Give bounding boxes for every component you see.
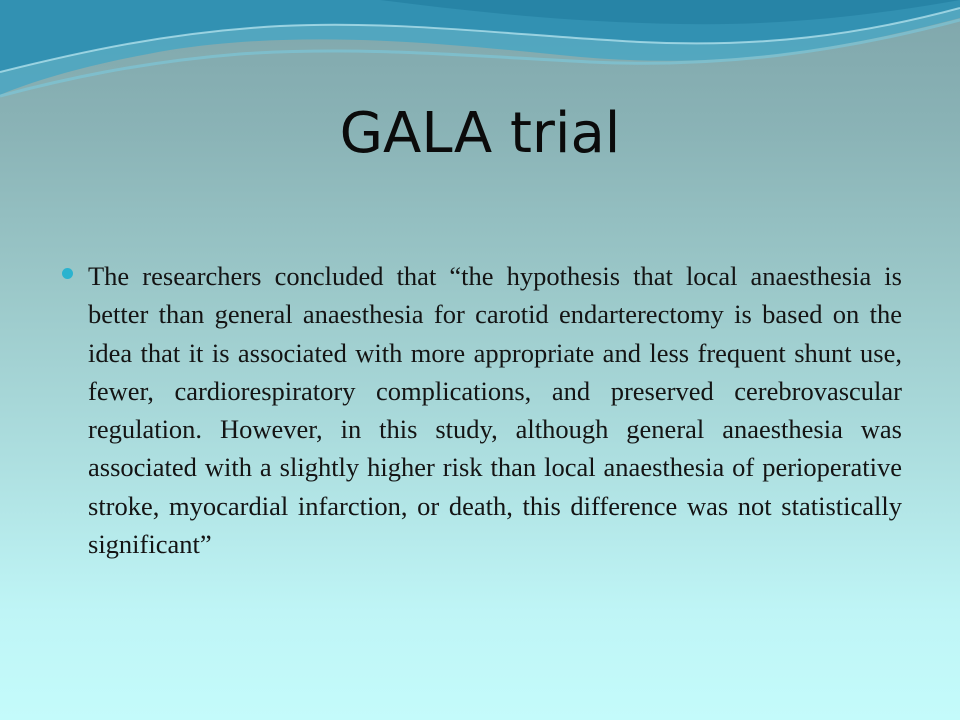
bullet-item (60, 257, 902, 563)
bullet-text: The researchers concluded that “the hypothesis that local anaesthesia is better than general anaesthesia for carotid endarterectomy is based on the idea that it is associated with more appropriate and less frequent shunt use, fewer, cardiorespiratory complications, and preserved cerebrovascular regulation. However, in this study, although general anaesthesia was associated with a slightly higher risk than local anaesthesia of perioperative stroke, myocardial infarction, or death, this difference was not statistically significant” (88, 261, 902, 560)
slide-title: GALA trial (339, 101, 621, 166)
bullet-list (60, 257, 902, 563)
bullet-dot-icon (62, 268, 73, 279)
